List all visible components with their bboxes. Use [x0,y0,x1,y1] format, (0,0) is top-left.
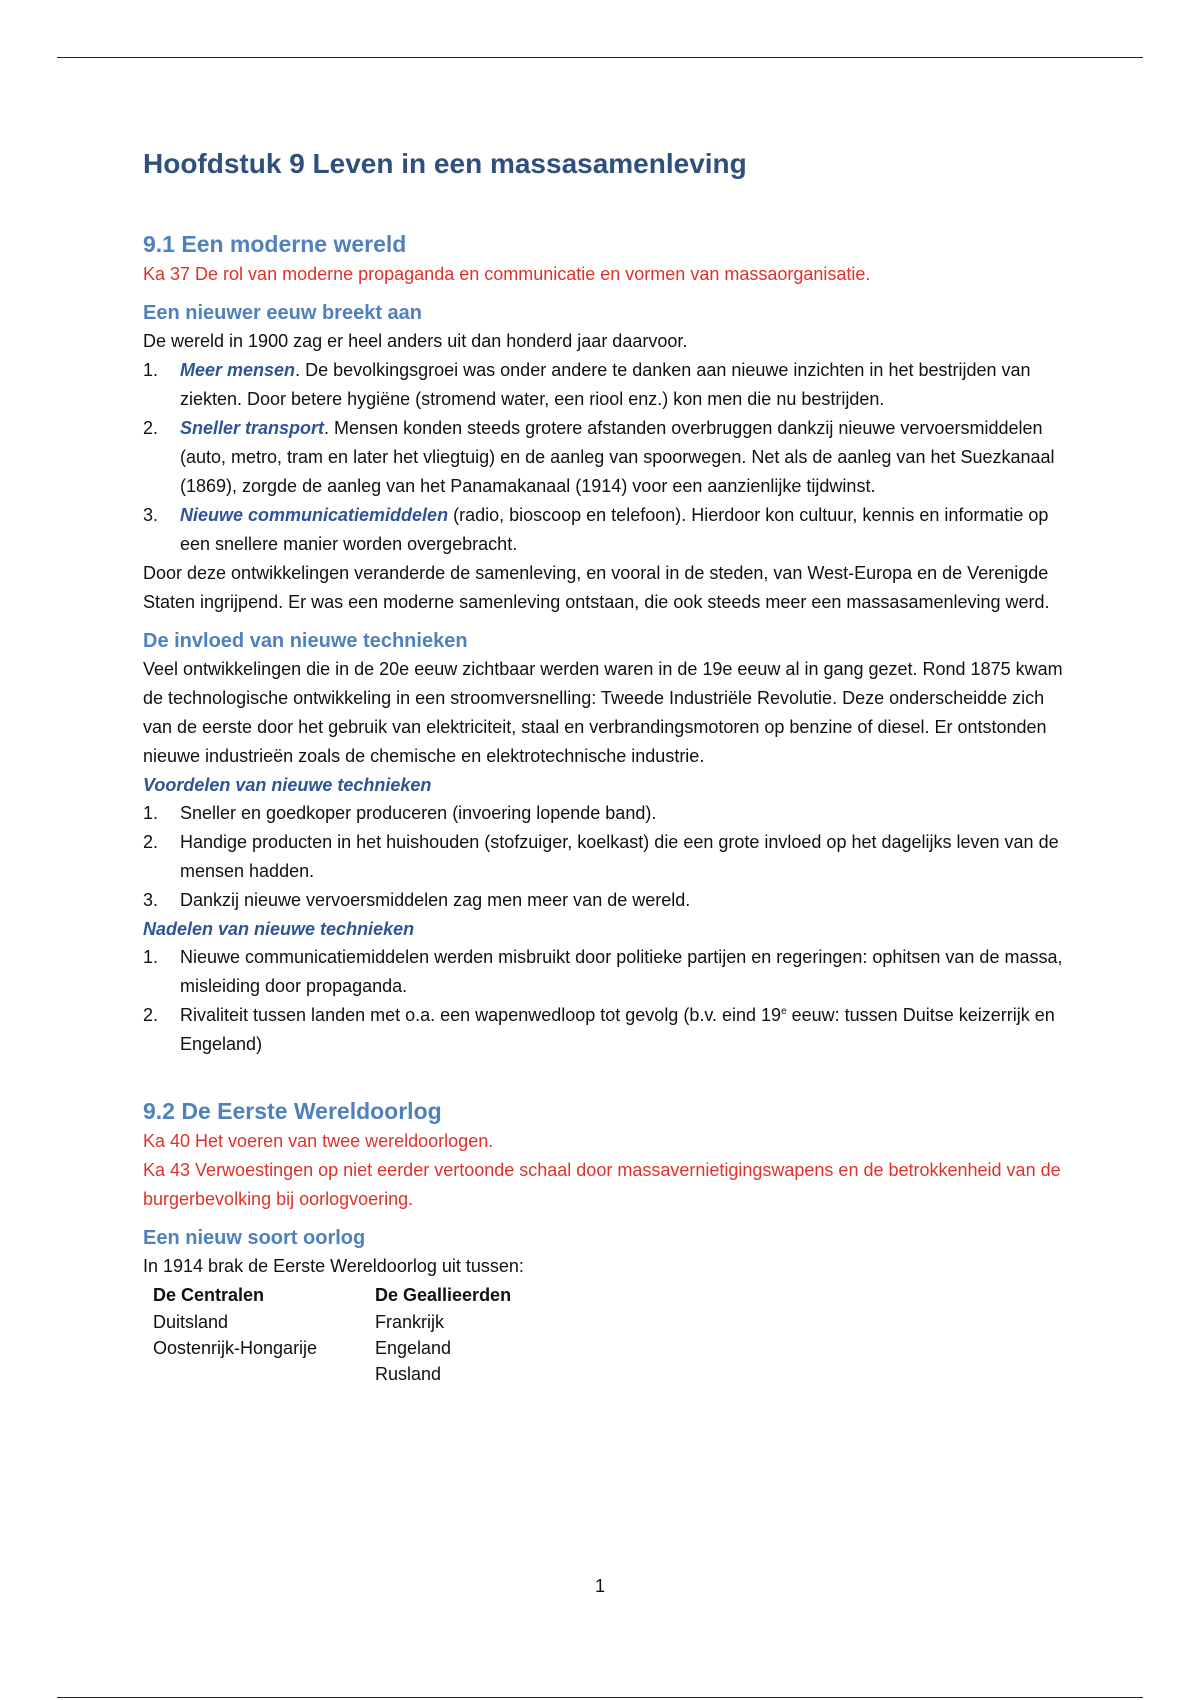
page-number: 1 [594,1576,605,1596]
paragraph-1914: In 1914 brak de Eerste Wereldoorlog uit tussen: [143,1256,524,1276]
ka-40-note: Ka 40 Het voeren van twee wereldoorlogen. [143,1131,494,1151]
ka-43-note: Ka 43 Verwoestingen op niet eerder vertoonde schaal door massavernietigingswapens en de betrokkenheid van de burgerbevolking bij oorlogvoering. [143,1160,1061,1209]
table-cell: Duitsland [153,1312,229,1332]
list-item: 1. Nieuwe communicatiemiddelen werden misbruikt door politieke partijen en regeringen: ophitsen van de massa, misleiding door propaganda. [143,947,1063,996]
list-item: 1. Meer mensen. De bevolkingsgroei was onder andere te danken aan nieuwe inzichten in het bestrijden van ziekten. Door betere hygiëne (stromend water, een riool enz.) kon men die nu bestrijden. [143,360,1031,409]
document-page [143,140,1073,1387]
table-cell: Engeland [375,1338,452,1358]
paragraph-technieken: Veel ontwikkelingen die in de 20e eeuw zichtbaar werden waren in de 19e eeuw al in gang gezet. Rond 1875 kwam de technologische ontwikkeling in een stroomversnelling: Tweede Industriële Revolutie. Deze onderscheidde zich van de eerste door het gebruik van elektriciteit, staal en verbrandingsmotoren op benzine of diesel. Er ontstonden nieuwe industrieën zoals de chemische en elektrotechnische industrie. [143,659,1063,766]
table-cell: Oostenrijk-Hongarije [153,1338,318,1358]
list-voordelen [143,799,1073,915]
header-rule [57,57,1143,58]
table-header-row [153,1281,511,1309]
table-cell: Frankrijk [375,1312,445,1332]
list-item: 2. Handige producten in het huishouden (stofzuiger, koelkast) die een grote invloed op het dagelijks leven van de mensen hadden. [143,832,1059,881]
list-developments [143,356,1073,559]
list-nadelen [143,943,1073,1059]
table-row [153,1335,511,1361]
paragraph-intro: De wereld in 1900 zag er heel anders uit dan honderd jaar daarvoor. [143,331,688,351]
section-heading-9-2: 9.2 De Eerste Wereldoorlog [143,1098,442,1124]
column-header-geallieerden: De Geallieerden [375,1285,512,1305]
table-cell [153,1361,375,1387]
column-header-centralen: De Centralen [153,1285,265,1305]
list-item: 3. Nieuwe communicatiemiddelen (radio, bioscoop en telefoon). Hierdoor kon cultuur, kennis en informatie op een snellere manier worden overgebracht. [143,505,1049,554]
footer-rule [57,1697,1143,1698]
subheading-nieuw-soort-oorlog: Een nieuw soort oorlog [143,1227,366,1249]
table-cell: Rusland [375,1364,442,1384]
paragraph-outro: Door deze ontwikkelingen veranderde de samenleving, en vooral in de steden, van West-Europa en de Verenigde Staten ingrijpend. Er was een moderne samenleving ontstaan, die ook steeds meer een massasamenleving werd. [143,563,1050,612]
ka-37-note: Ka 37 De rol van moderne propaganda en communicatie en vormen van massaorganisatie. [143,264,871,284]
list-item: 3. Dankzij nieuwe vervoersmiddelen zag men meer van de wereld. [143,890,691,910]
table-row [153,1309,511,1335]
alliances-table [153,1281,511,1387]
list-item: 1. Sneller en goedkoper produceren (invoering lopende band). [143,803,657,823]
table-row [153,1361,511,1387]
section-heading-9-1: 9.1 Een moderne wereld [143,231,407,257]
list-item: 2. Sneller transport. Mensen konden steeds grotere afstanden overbruggen dankzij nieuwe vervoersmiddelen (auto, metro, tram en later het vliegtuig) en de aanleg van spoorwegen. Net als de aanleg van het Suezkanaal (1869), zorgde de aanleg van het Panamakanaal (1914) voor een aanzienlijke tijdwinst. [143,418,1055,496]
subheading-voordelen: Voordelen van nieuwe technieken [143,775,432,795]
list-item: 2. Rivaliteit tussen landen met o.a. een wapenwedloop tot gevolg (b.v. eind 19e eeuw: tussen Duitse keizerrijk en Engeland) [143,1005,1055,1054]
subheading-nieuwer-eeuw: Een nieuwer eeuw breekt aan [143,302,422,324]
subheading-nadelen: Nadelen van nieuwe technieken [143,919,415,939]
subheading-invloed-technieken: De invloed van nieuwe technieken [143,630,468,652]
chapter-title: Hoofdstuk 9 Leven in een massasamenleving [143,148,747,179]
